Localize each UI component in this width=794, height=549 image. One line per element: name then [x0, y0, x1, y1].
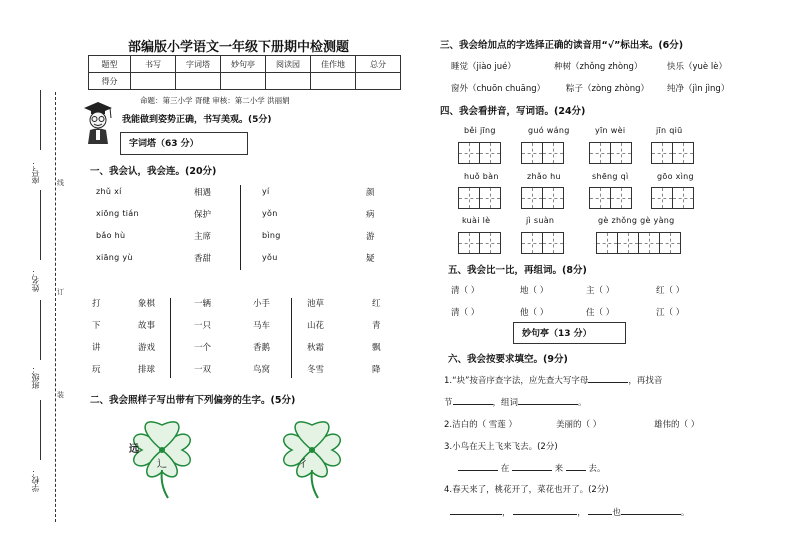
section-box-word-tower: 字词塔（63 分）	[120, 132, 248, 155]
q4-fill-line: ， ， 也 。	[450, 506, 689, 518]
column-divider	[170, 298, 171, 378]
char-item: 颜	[366, 188, 375, 198]
compare-item[interactable]: 他（ ）	[520, 308, 549, 318]
pinyin-item: yǒu	[262, 253, 278, 262]
q3-fill-word: 在	[500, 464, 510, 474]
pinyin-item: xiāng yù	[96, 253, 133, 262]
binding-mark-line: 线	[57, 179, 64, 187]
object-item: 香鹅	[253, 343, 271, 353]
school-underline	[40, 400, 41, 460]
q1-blank-word[interactable]	[518, 404, 578, 405]
pinyin-item: xiōng tián	[96, 209, 139, 218]
object-item: 马车	[253, 321, 271, 331]
clover-2-radical: 彳	[298, 459, 308, 470]
scene-item: 秋霜	[307, 343, 325, 353]
score-header-cell: 佳作地	[311, 56, 356, 73]
score-input-cell[interactable]	[266, 73, 311, 90]
q1-line-1	[444, 374, 662, 386]
pinyin-prompt: běi jīng	[464, 126, 496, 135]
clover-2-icon	[262, 410, 362, 500]
seat-label: 座号：	[31, 160, 40, 184]
compare-item[interactable]: 地（ ）	[520, 286, 549, 296]
writing-grid[interactable]	[651, 142, 693, 164]
school-label: 学校：	[31, 468, 40, 492]
q3-blank[interactable]	[458, 470, 498, 471]
q4-fill-word: 也	[612, 508, 621, 518]
pinyin-item: bǎo hù	[96, 231, 126, 240]
reading-choice: 快乐（yuè lè）	[667, 62, 727, 72]
scene-item: 山花	[307, 321, 325, 331]
reading-choice: 粽子（zòng zhòng）	[566, 84, 649, 94]
pinyin-item: zhǔ xí	[96, 187, 122, 196]
char-item: 游	[366, 232, 375, 242]
writing-grid[interactable]	[521, 142, 563, 164]
score-input-cell[interactable]	[221, 73, 266, 90]
name-label: 姓名：	[31, 268, 40, 292]
compare-item[interactable]: 清（ ）	[451, 308, 480, 318]
pinyin-item: yí	[262, 187, 270, 196]
name-underline	[40, 190, 41, 260]
q3-fill-word: 来	[554, 464, 564, 474]
clover-1-center-char: 远	[129, 444, 139, 455]
object-item: 小手	[253, 299, 271, 309]
verb-item: 打	[92, 299, 101, 309]
compare-item[interactable]: 住（ ）	[586, 308, 615, 318]
scene-item: 池草	[307, 299, 325, 309]
score-header-cell: 总分	[356, 56, 401, 73]
binding-mark-fix: 装	[57, 391, 64, 399]
q1-text-b: ，再找音	[628, 376, 663, 386]
binding-mark-bind: 订	[57, 288, 64, 296]
score-header-cell: 字词塔	[176, 56, 221, 73]
q1-blank-letter[interactable]	[588, 382, 628, 383]
verb-item: 下	[92, 321, 101, 331]
author-credit: 命题：第三小学 胥健 审核：第二小学 洪丽娟	[140, 96, 290, 105]
compare-item[interactable]: 江（ ）	[656, 308, 685, 318]
reading-choice: 窗外（chuōn chuāng）	[451, 84, 546, 94]
char-item: 病	[366, 210, 375, 220]
q2-item[interactable]: 美丽的（ ）	[556, 420, 602, 430]
section-4-heading: 四、我会看拼音，写词语。(24分)	[440, 106, 586, 117]
page-title: 部编版小学语文一年级下册期中检测题	[128, 40, 350, 55]
object-item: 鸟窝	[253, 365, 271, 375]
q1-text-d: ，组词	[492, 398, 519, 408]
word-item: 香甜	[194, 254, 212, 264]
score-header-cell: 书写	[131, 56, 176, 73]
writing-grid[interactable]	[458, 142, 500, 164]
handwriting-note: 我能做到姿势正确，书写美观。(5分)	[122, 115, 272, 125]
section-2-heading: 二、我会照样子写出带有下列偏旁的生字。(5分)	[90, 395, 296, 406]
compare-item[interactable]: 主（ ）	[586, 286, 615, 296]
reading-choice: 种树（zhǒng zhòng）	[554, 62, 643, 72]
q3-blank[interactable]	[566, 470, 586, 471]
q4-blank[interactable]	[621, 514, 681, 515]
pinyin-prompt: gè zhǒng gè yàng	[598, 216, 675, 225]
reading-choice: 纯净（jìn jìng）	[667, 84, 730, 94]
char-item: 疑	[366, 254, 375, 264]
section-3-heading: 三、我会给加点的字选择正确的读音用“√”标出来。(6分)	[440, 40, 684, 51]
seat-underline	[40, 90, 41, 150]
q1-blank-syllable[interactable]	[453, 404, 493, 405]
section-5-heading: 五、我会比一比，再组词。(8分)	[448, 265, 587, 276]
measure-item: 一辆	[194, 299, 212, 309]
measure-item: 一双	[194, 365, 212, 375]
score-input-cell[interactable]	[176, 73, 221, 90]
color-item: 降	[372, 365, 381, 375]
pinyin-prompt: kuài lè	[462, 216, 491, 225]
noun-item: 排球	[138, 365, 156, 375]
color-item: 飘	[372, 343, 381, 353]
q1-text-c: 节	[444, 398, 453, 408]
score-table	[88, 55, 401, 90]
binding-dashed-line	[55, 92, 56, 522]
q3-fill-line	[458, 462, 606, 474]
verb-item: 讲	[92, 343, 101, 353]
pinyin-item: bìng	[262, 231, 281, 240]
section-6-heading: 六、我会按要求填空。(9分)	[448, 354, 568, 365]
clover-1-radical: 辶	[157, 459, 167, 470]
compare-item[interactable]: 清（ ）	[451, 286, 480, 296]
reading-choice: 睡觉（jiào jué）	[451, 62, 516, 72]
writing-grid[interactable]	[521, 232, 563, 254]
measure-item: 一个	[194, 343, 212, 353]
score-table-score-row	[89, 73, 401, 90]
measure-item: 一只	[194, 321, 212, 331]
noun-item: 故事	[138, 321, 156, 331]
word-item: 主席	[194, 232, 212, 242]
class-underline	[40, 300, 41, 360]
q2-item[interactable]: 雄伟的（ ）	[654, 420, 700, 430]
score-input-cell[interactable]	[131, 73, 176, 90]
section-1-heading: 一、我会认，我会连。(20分)	[90, 166, 217, 177]
pinyin-item: yǒn	[262, 209, 278, 218]
column-divider	[240, 185, 241, 270]
pinyin-prompt: shēng qì	[592, 172, 629, 181]
compare-item[interactable]: 红（ ）	[656, 286, 685, 296]
score-header-cell: 妙句亭	[221, 56, 266, 73]
q3-blank[interactable]	[512, 470, 552, 471]
word-item: 相遇	[194, 188, 212, 198]
writing-grid[interactable]	[651, 187, 693, 209]
word-item: 保护	[194, 210, 212, 220]
writing-grid[interactable]	[521, 187, 563, 209]
q4-blank[interactable]	[450, 514, 502, 515]
color-item: 红	[372, 299, 381, 309]
q4-blank[interactable]	[588, 514, 612, 515]
scene-item: 冬雪	[307, 365, 325, 375]
writing-grid[interactable]	[596, 232, 680, 254]
color-item: 青	[372, 321, 381, 331]
score-row-label: 得分	[89, 73, 131, 90]
class-label: 班级：	[31, 365, 40, 389]
column-divider	[291, 298, 292, 378]
q3-text: 3.小鸟在天上飞来飞去。(2分)	[444, 442, 558, 452]
score-input-cell[interactable]	[311, 73, 356, 90]
score-input-cell[interactable]	[356, 73, 401, 90]
pinyin-prompt: zhǎo hu	[527, 172, 561, 181]
q4-text: 4.春天来了，桃花开了，菜花也开了。(2分)	[444, 485, 609, 495]
pinyin-prompt: gōo xìng	[657, 172, 694, 181]
writing-grid[interactable]	[589, 142, 631, 164]
writing-grid[interactable]	[458, 187, 500, 209]
q4-blank[interactable]	[513, 514, 577, 515]
section-box-sentence-pavilion: 妙句亭（13 分）	[513, 322, 626, 344]
verb-item: 玩	[92, 365, 101, 375]
q3-fill-word: 去。	[588, 464, 606, 474]
pinyin-prompt: jīn qiū	[656, 126, 683, 135]
pinyin-prompt: jì suàn	[526, 216, 555, 225]
writing-grid[interactable]	[589, 187, 631, 209]
noun-item: 象棋	[138, 299, 156, 309]
score-header-cell: 题型	[89, 56, 131, 73]
pinyin-prompt: guó wáng	[528, 126, 570, 135]
q1-text-a: 1.“块”按音序查字法，应先查大写字母	[444, 376, 589, 386]
pinyin-prompt: yīn wèi	[595, 126, 626, 135]
q1-line-2: 节 ，组词 。	[444, 398, 587, 408]
writing-grid[interactable]	[458, 232, 500, 254]
pinyin-prompt: huǒ bàn	[464, 172, 499, 181]
noun-item: 游戏	[138, 343, 156, 353]
q2-item[interactable]: 2.洁白的（ 雪莲 ）	[444, 420, 518, 430]
graduate-cartoon-icon	[82, 100, 114, 146]
score-table-header-row	[89, 56, 401, 73]
score-header-cell: 阅读园	[266, 56, 311, 73]
